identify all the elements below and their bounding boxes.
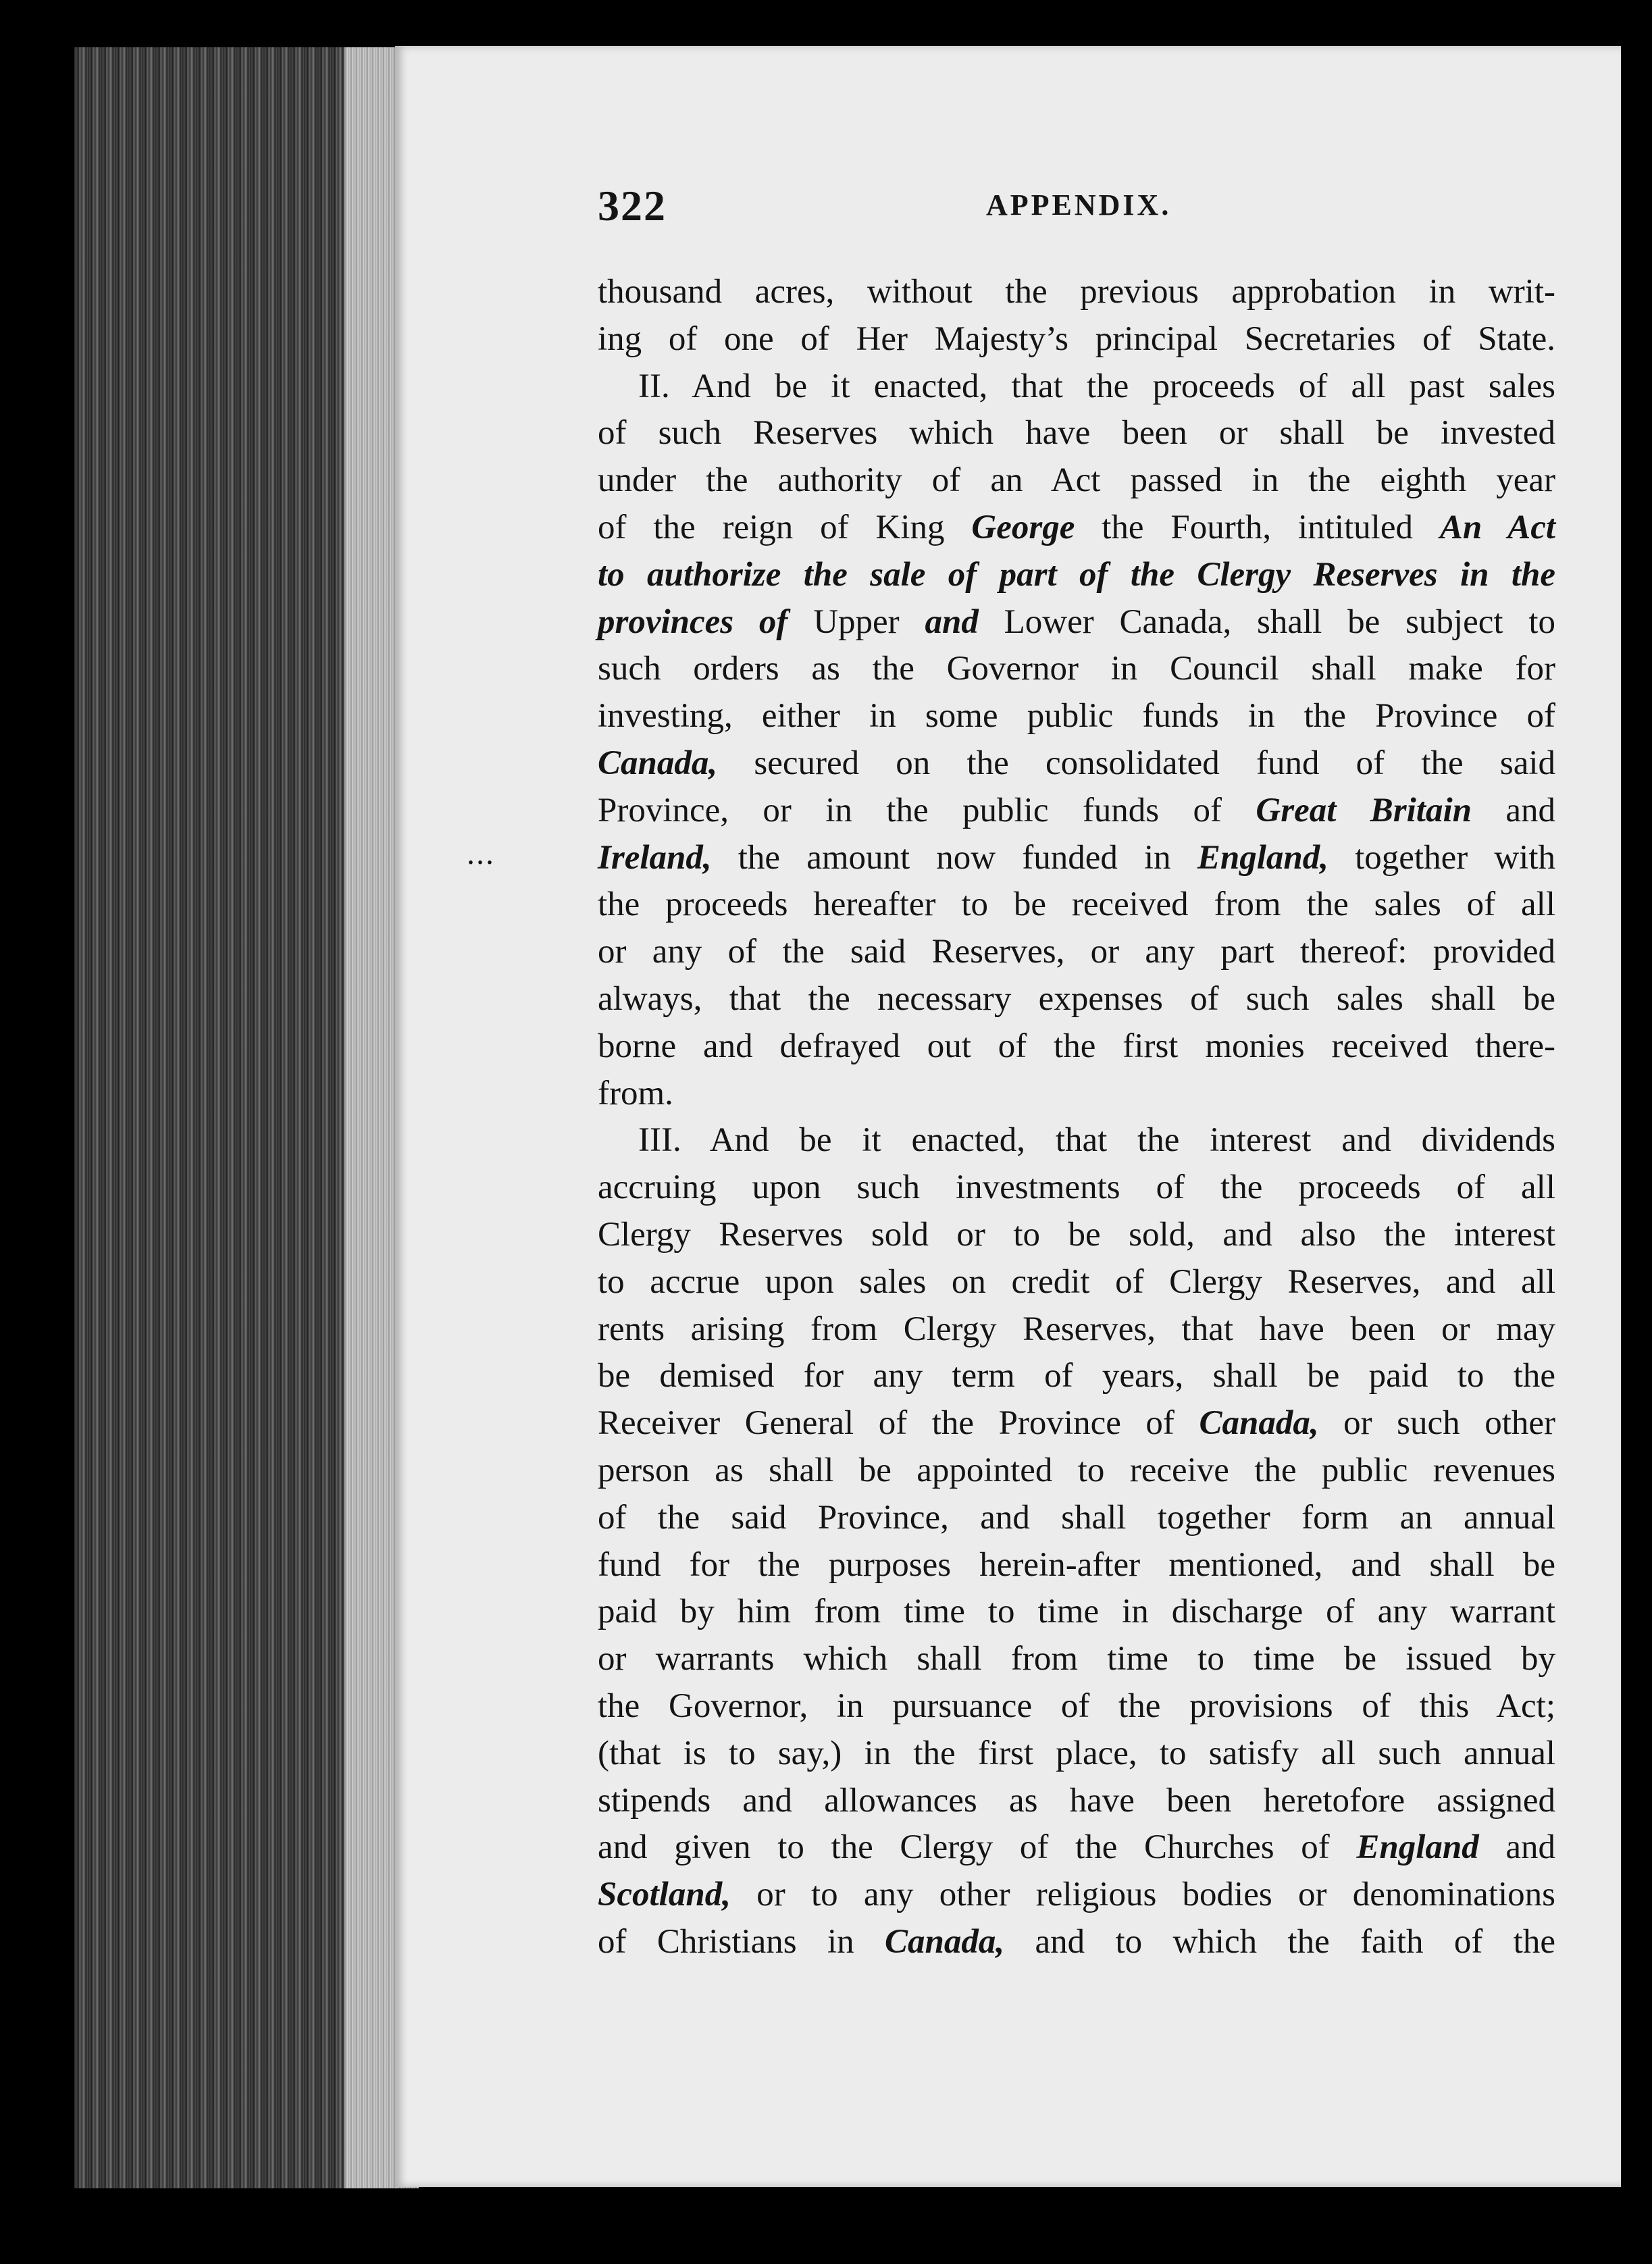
text-line bbox=[598, 1259, 1555, 1306]
italic-text-segment: Canada, bbox=[885, 1922, 1005, 1961]
text-segment: ing of one of Her Majesty’s principal Secretaries of State. bbox=[598, 319, 1555, 358]
text-segment: and bbox=[1478, 1828, 1555, 1867]
text-segment: the proceeds hereafter to be received from the sales of all bbox=[598, 885, 1555, 924]
text-line bbox=[598, 788, 1555, 835]
text-segment: of such Reserves which have been or shall be invested bbox=[598, 414, 1555, 453]
text-segment: the Governor, in pursuance of the provisions of this Act; bbox=[598, 1687, 1555, 1725]
text-line bbox=[598, 976, 1555, 1023]
text-line bbox=[598, 1023, 1555, 1071]
text-segment: paid by him from time to time in discharge of any warrant bbox=[598, 1593, 1555, 1631]
text-line bbox=[598, 599, 1555, 646]
text-line bbox=[598, 1447, 1555, 1495]
text-line bbox=[598, 1542, 1555, 1589]
body-text bbox=[598, 269, 1555, 1966]
text-line bbox=[598, 1778, 1555, 1825]
text-line bbox=[598, 1164, 1555, 1212]
text-segment: together with bbox=[1328, 838, 1556, 877]
text-line bbox=[598, 316, 1555, 363]
text-segment: and given to the Clergy of the Churches of bbox=[598, 1828, 1357, 1867]
text-segment: (that is to say,) in the first place, to satisfy all such annual bbox=[598, 1734, 1555, 1772]
text-segment: Receiver General of the Province of bbox=[598, 1404, 1199, 1443]
text-segment: or warrants which shall from time to time be issued by bbox=[598, 1640, 1555, 1678]
text-segment: to accrue upon sales on credit of Clergy Reserves, and all bbox=[598, 1262, 1555, 1301]
text-line bbox=[598, 1353, 1555, 1400]
text-line bbox=[598, 693, 1555, 740]
book-page bbox=[395, 46, 1621, 2187]
text-segment: III. And be it enacted, that the interest and dividends bbox=[638, 1121, 1555, 1160]
text-segment: stipends and allowances as have been heretofore assigned bbox=[598, 1781, 1555, 1820]
text-segment: secured on the consolidated fund of the said bbox=[717, 744, 1555, 782]
text-segment: of Christians in bbox=[598, 1922, 885, 1961]
text-segment: be demised for any term of years, shall be paid to the bbox=[598, 1357, 1555, 1395]
italic-text-segment: and bbox=[925, 602, 979, 641]
text-segment: rents arising from Clergy Reserves, that have been or may bbox=[598, 1310, 1555, 1348]
text-segment: under the authority of an Act passed in the eighth year bbox=[598, 461, 1555, 500]
text-segment: II. And be it enacted, that the proceeds of all past sales bbox=[638, 367, 1555, 405]
italic-text-segment: England, bbox=[1197, 838, 1328, 877]
text-line bbox=[598, 929, 1555, 976]
italic-text-segment: Canada, bbox=[1199, 1404, 1319, 1443]
text-line bbox=[598, 1400, 1555, 1447]
text-segment: Lower Canada, shall be subject to bbox=[978, 602, 1555, 641]
text-line bbox=[598, 835, 1555, 882]
italic-text-segment: Scotland, bbox=[598, 1876, 731, 1914]
text-line bbox=[598, 1117, 1555, 1164]
text-segment: of the said Province, and shall together form an annual bbox=[598, 1498, 1555, 1537]
margin-mark: … bbox=[466, 838, 494, 871]
text-line bbox=[598, 1495, 1555, 1542]
text-line bbox=[598, 646, 1555, 693]
text-line bbox=[598, 1071, 1555, 1118]
text-segment: accruing upon such investments of the proceeds of all bbox=[598, 1168, 1555, 1207]
text-line bbox=[598, 881, 1555, 929]
text-segment: from. bbox=[598, 1074, 673, 1112]
running-title: APPENDIX. bbox=[986, 188, 1172, 222]
text-line bbox=[598, 1824, 1555, 1872]
text-segment: Province, or in the public funds of bbox=[598, 791, 1256, 829]
italic-text-segment: An Act bbox=[1439, 508, 1555, 546]
text-line bbox=[598, 552, 1555, 599]
text-segment: the amount now funded in bbox=[711, 838, 1197, 877]
text-line bbox=[598, 1589, 1555, 1636]
text-segment: Upper bbox=[788, 602, 925, 641]
text-line bbox=[598, 1306, 1555, 1354]
italic-text-segment: to authorize the sale of part of the Clergy Reserves in the bbox=[598, 555, 1555, 594]
text-segment: always, that the necessary expenses of such sales shall be bbox=[598, 979, 1555, 1018]
text-line bbox=[598, 457, 1555, 505]
text-segment: such orders as the Governor in Council shall make for bbox=[598, 650, 1555, 688]
text-segment: and to which the faith of the bbox=[1004, 1922, 1555, 1961]
text-segment: Clergy Reserves sold or to be sold, and also the interest bbox=[598, 1215, 1555, 1254]
italic-text-segment: England bbox=[1356, 1828, 1479, 1867]
italic-text-segment: Canada, bbox=[598, 744, 718, 782]
text-line bbox=[598, 363, 1555, 411]
text-segment: and bbox=[1471, 791, 1555, 829]
text-segment: of the reign of King bbox=[598, 508, 972, 546]
italic-text-segment: Great Britain bbox=[1256, 791, 1472, 829]
book-page-edges bbox=[74, 47, 419, 2188]
text-segment: borne and defrayed out of the first monies received there- bbox=[598, 1027, 1555, 1065]
italic-text-segment: provinces of bbox=[598, 602, 788, 641]
italic-text-segment: Ireland, bbox=[598, 838, 712, 877]
text-segment: or to any other religious bodies or denominations bbox=[730, 1876, 1555, 1914]
text-line bbox=[598, 1872, 1555, 1919]
italic-text-segment: George bbox=[971, 508, 1075, 546]
text-line bbox=[598, 1212, 1555, 1259]
running-head bbox=[598, 181, 1543, 235]
text-line bbox=[598, 740, 1555, 788]
text-line bbox=[598, 269, 1555, 316]
text-segment: person as shall be appointed to receive the public revenues bbox=[598, 1451, 1555, 1489]
text-line bbox=[598, 1730, 1555, 1778]
text-segment: investing, either in some public funds in the Province of bbox=[598, 697, 1555, 736]
text-line bbox=[598, 1683, 1555, 1730]
text-line bbox=[598, 1919, 1555, 1966]
page-number: 322 bbox=[598, 182, 667, 230]
text-segment: fund for the purposes herein-after mentioned, and shall be bbox=[598, 1545, 1555, 1584]
text-segment: or any of the said Reserves, or any part thereof: provided bbox=[598, 933, 1555, 971]
text-line bbox=[598, 410, 1555, 457]
text-segment: the Fourth, intituled bbox=[1075, 508, 1440, 546]
text-segment: or such other bbox=[1318, 1404, 1555, 1443]
text-line bbox=[598, 1636, 1555, 1683]
text-line bbox=[598, 505, 1555, 552]
text-segment: thousand acres, without the previous approbation in writ- bbox=[598, 273, 1555, 311]
